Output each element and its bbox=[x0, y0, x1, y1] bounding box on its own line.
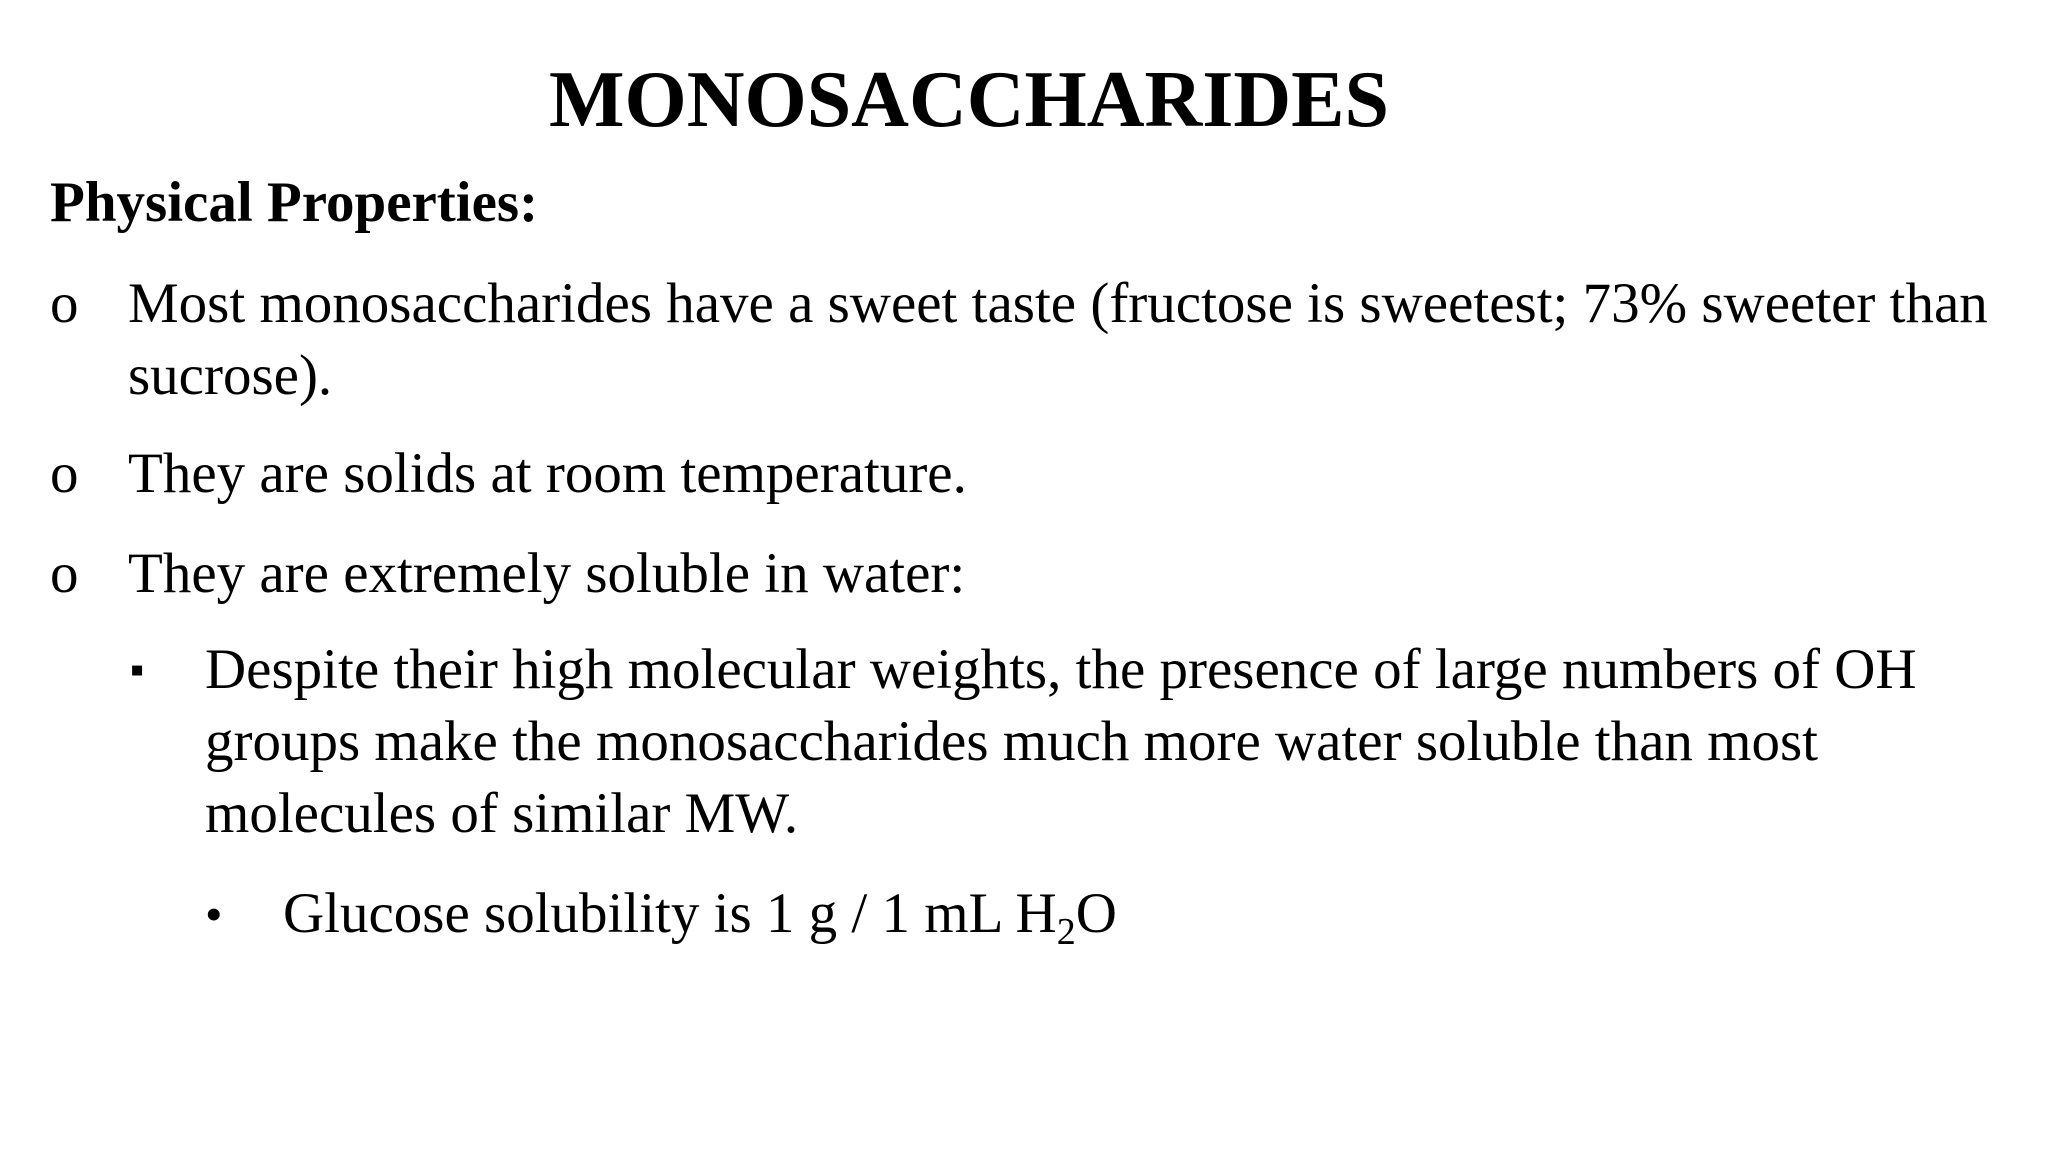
glucose-text-before: Glucose solubility is 1 g / 1 mL H bbox=[283, 882, 1057, 945]
section-heading: Physical Properties: bbox=[50, 171, 539, 234]
glucose-text-after: O bbox=[1075, 882, 1117, 945]
slide-title: MONOSACCHARIDES bbox=[548, 56, 1390, 144]
water-subscript: 2 bbox=[1056, 911, 1076, 953]
tertiary-bullet-marker: • bbox=[205, 886, 223, 942]
bullet-text: They are extremely soluble in water: bbox=[128, 542, 966, 605]
tertiary-bullet-text bbox=[283, 878, 1983, 953]
bullet-marker: o bbox=[50, 272, 79, 335]
sub-bullet-text: Despite their high molecular weights, the presence of large numbers of OH groups make the monosaccharides much more water soluble than most molecules of similar MW. bbox=[205, 638, 1917, 845]
bullet-marker: o bbox=[50, 542, 79, 605]
bullet-marker: o bbox=[50, 442, 79, 505]
sub-bullet-marker: ▪ bbox=[130, 647, 145, 692]
bullet-text: They are solids at room temperature. bbox=[128, 442, 967, 505]
bullet-text: Most monosaccharides have a sweet taste (fructose is sweetest; 73% sweeter than sucrose). bbox=[128, 272, 1988, 407]
